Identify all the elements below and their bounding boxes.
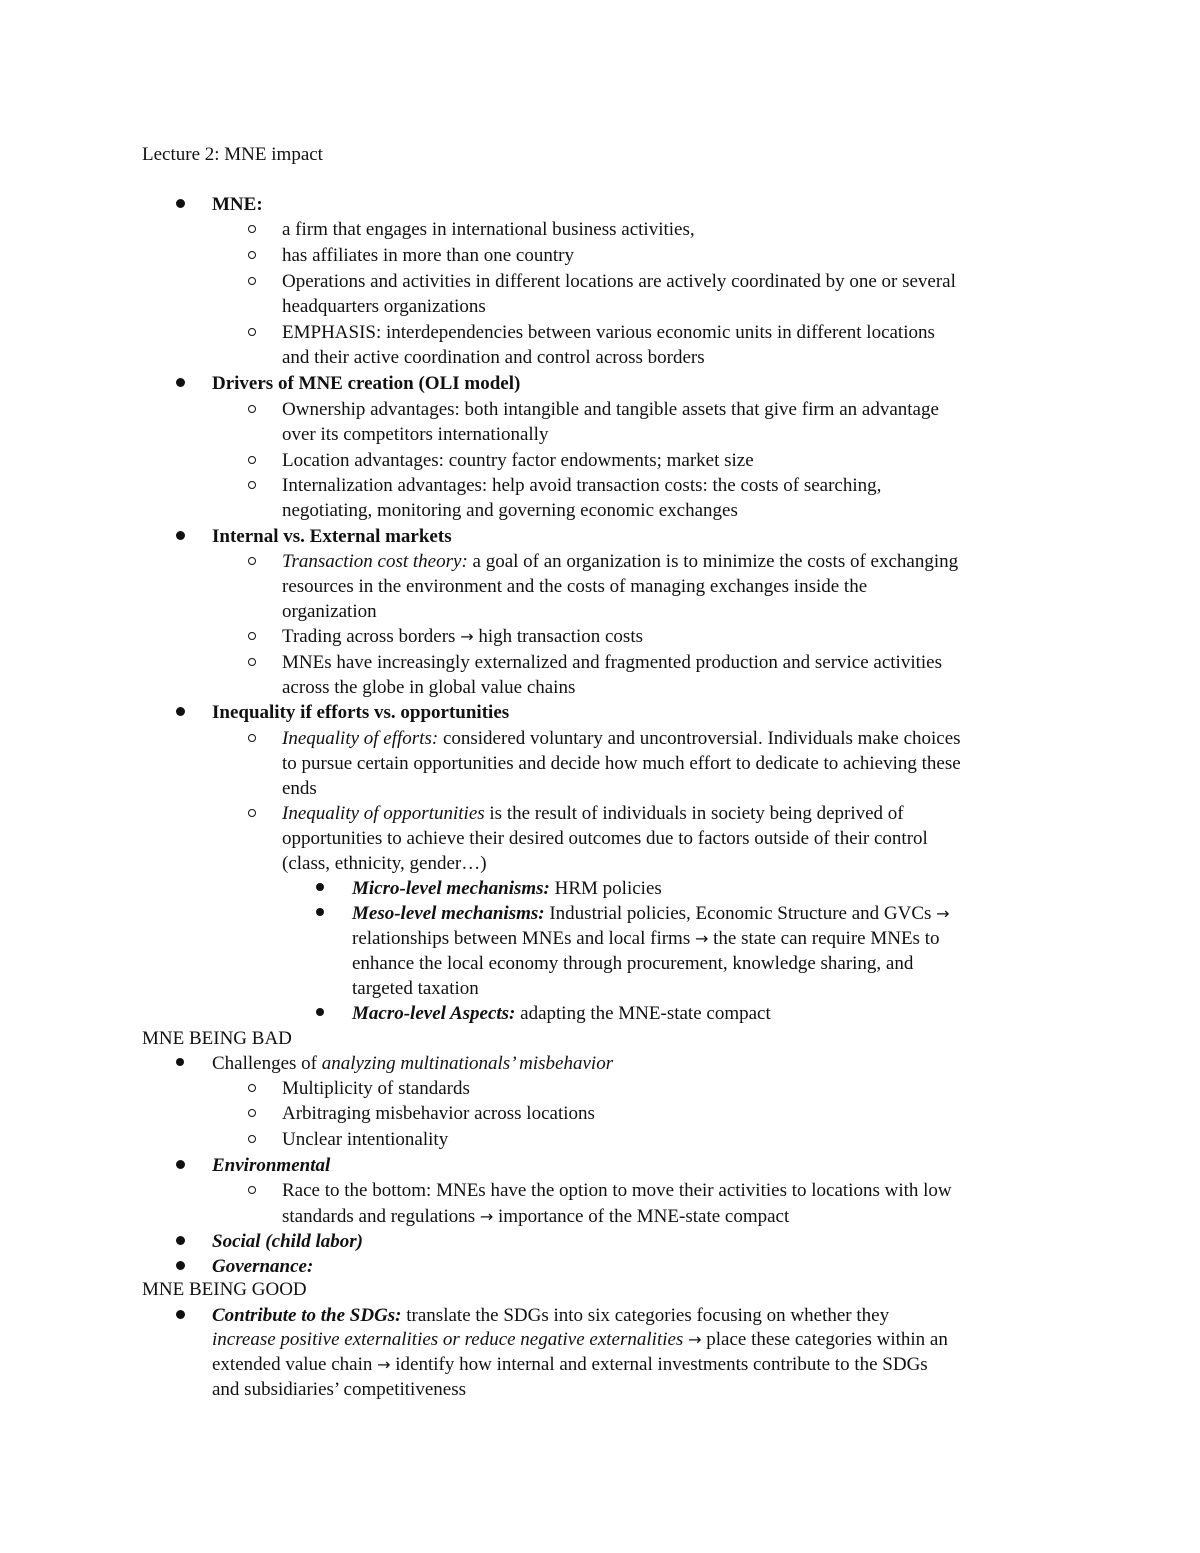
- inequality-heading: Inequality if efforts vs. opportunities: [212, 702, 510, 723]
- challenges-sub-1: Multiplicity of standards: [282, 1078, 470, 1099]
- markets-item-2: Trading across borders → high transaction costs: [282, 626, 643, 647]
- arrow-right-icon: →: [694, 929, 709, 948]
- mne-item-3: Operations and activities in different locations are actively coordinated by one or several: [282, 271, 956, 292]
- arrow-right-icon: →: [377, 1355, 391, 1374]
- circle-bullet-icon: [244, 243, 264, 268]
- arrow-right-icon: →: [688, 1330, 702, 1349]
- circle-bullet-icon: [244, 448, 264, 473]
- inequality-item-1-cont: to pursue certain opportunities and decide how much effort to dedicate to achieving these: [282, 753, 961, 774]
- bullet-icon: [172, 1051, 192, 1076]
- mne-item-1: a firm that engages in international business activities,: [282, 219, 695, 240]
- circle-bullet-icon: [244, 269, 264, 294]
- bullet-icon: [172, 371, 192, 396]
- circle-bullet-icon: [244, 801, 264, 826]
- mne-item-4-cont: and their active coordination and control across borders: [282, 347, 705, 368]
- lecture-title: Lecture 2: MNE impact: [142, 144, 323, 165]
- circle-bullet-icon: [244, 397, 264, 422]
- race-to-bottom-item-cont: standards and regulations → importance of the MNE-state compact: [282, 1206, 790, 1227]
- meso-level-item-cont2: enhance the local economy through procurement, knowledge sharing, and: [352, 953, 914, 974]
- meso-level-item-cont: relationships between MNEs and local firms → the state can require MNEs to: [352, 928, 940, 949]
- macro-level-item: Macro-level Aspects: adapting the MNE-state compact: [352, 1003, 771, 1024]
- race-to-bottom-item: Race to the bottom: MNEs have the option to move their activities to locations with low: [282, 1180, 952, 1201]
- oli-item-1: Ownership advantages: both intangible and tangible assets that give firm an advantage: [282, 399, 939, 420]
- oli-item-2: Location advantages: country factor endowments; market size: [282, 450, 754, 471]
- arrow-right-icon: →: [479, 1207, 494, 1226]
- inequality-item-1-cont2: ends: [282, 778, 317, 799]
- circle-bullet-icon: [244, 1076, 264, 1101]
- markets-item-1: Transaction cost theory: a goal of an organization is to minimize the costs of exchanging: [282, 551, 959, 572]
- oli-heading: Drivers of MNE creation (OLI model): [212, 373, 521, 394]
- mne-item-2: has affiliates in more than one country: [282, 245, 574, 266]
- circle-bullet-icon: [244, 1178, 264, 1203]
- oli-item-3: Internalization advantages: help avoid transaction costs: the costs of searching,: [282, 475, 882, 496]
- markets-item-3: MNEs have increasingly externalized and fragmented production and service activities: [282, 652, 942, 673]
- good-heading: MNE BEING GOOD: [142, 1279, 307, 1300]
- bullet-icon: [312, 876, 332, 901]
- sdgs-item-cont: increase positive externalities or reduce negative externalities → place these categories within an: [212, 1329, 948, 1350]
- bullet-icon: [172, 1254, 192, 1279]
- circle-bullet-icon: [244, 726, 264, 751]
- circle-bullet-icon: [244, 650, 264, 675]
- meso-level-item: Meso-level mechanisms: Industrial policies, Economic Structure and GVCs →: [352, 903, 950, 924]
- bullet-icon: [172, 1229, 192, 1254]
- challenges-sub-2: Arbitraging misbehavior across locations: [282, 1103, 595, 1124]
- circle-bullet-icon: [244, 1101, 264, 1126]
- mne-item-3-cont: headquarters organizations: [282, 296, 486, 317]
- inequality-item-2: Inequality of opportunities is the result of individuals in society being deprived of: [282, 803, 904, 824]
- inequality-item-2-cont: opportunities to achieve their desired outcomes due to factors outside of their control: [282, 828, 928, 849]
- arrow-right-icon: →: [936, 904, 950, 923]
- markets-item-1-cont: resources in the environment and the costs of managing exchanges inside the: [282, 576, 868, 597]
- oli-item-3-cont: negotiating, monitoring and governing economic exchanges: [282, 500, 738, 521]
- mne-heading: MNE:: [212, 194, 263, 215]
- circle-bullet-icon: [244, 473, 264, 498]
- bullet-icon: [312, 901, 332, 926]
- meso-level-item-cont3: targeted taxation: [352, 978, 479, 999]
- markets-item-1-cont2: organization: [282, 601, 377, 622]
- markets-heading: Internal vs. External markets: [212, 526, 452, 547]
- bad-heading: MNE BEING BAD: [142, 1028, 292, 1049]
- circle-bullet-icon: [244, 1127, 264, 1152]
- mne-item-4: EMPHASIS: interdependencies between various economic units in different locations: [282, 322, 935, 343]
- environmental-item: Environmental: [212, 1155, 331, 1176]
- inequality-item-2-cont2: (class, ethnicity, gender…): [282, 853, 487, 874]
- micro-level-item: Micro-level mechanisms: HRM policies: [352, 878, 662, 899]
- bullet-icon: [312, 1001, 332, 1026]
- challenges-item: Challenges of analyzing multinationals’ misbehavior: [212, 1053, 614, 1074]
- bullet-icon: [172, 1153, 192, 1178]
- oli-item-1-cont: over its competitors internationally: [282, 424, 549, 445]
- challenges-sub-3: Unclear intentionality: [282, 1129, 449, 1150]
- sdgs-item: Contribute to the SDGs: translate the SDGs into six categories focusing on whether they: [212, 1305, 890, 1326]
- inequality-item-1: Inequality of efforts: considered voluntary and uncontroversial. Individuals make choices: [282, 728, 961, 749]
- circle-bullet-icon: [244, 320, 264, 345]
- social-item: Social (child labor): [212, 1231, 363, 1252]
- arrow-right-icon: →: [460, 627, 474, 646]
- circle-bullet-icon: [244, 217, 264, 242]
- bullet-icon: [172, 1303, 192, 1328]
- sdgs-item-cont2: extended value chain → identify how internal and external investments contribute to the SDGs: [212, 1354, 928, 1375]
- circle-bullet-icon: [244, 549, 264, 574]
- governance-item: Governance:: [212, 1256, 314, 1277]
- markets-item-3-cont: across the globe in global value chains: [282, 677, 576, 698]
- bullet-icon: [172, 192, 192, 217]
- bullet-icon: [172, 700, 192, 725]
- bullet-icon: [172, 524, 192, 549]
- sdgs-item-cont3: and subsidiaries’ competitiveness: [212, 1379, 466, 1400]
- circle-bullet-icon: [244, 624, 264, 649]
